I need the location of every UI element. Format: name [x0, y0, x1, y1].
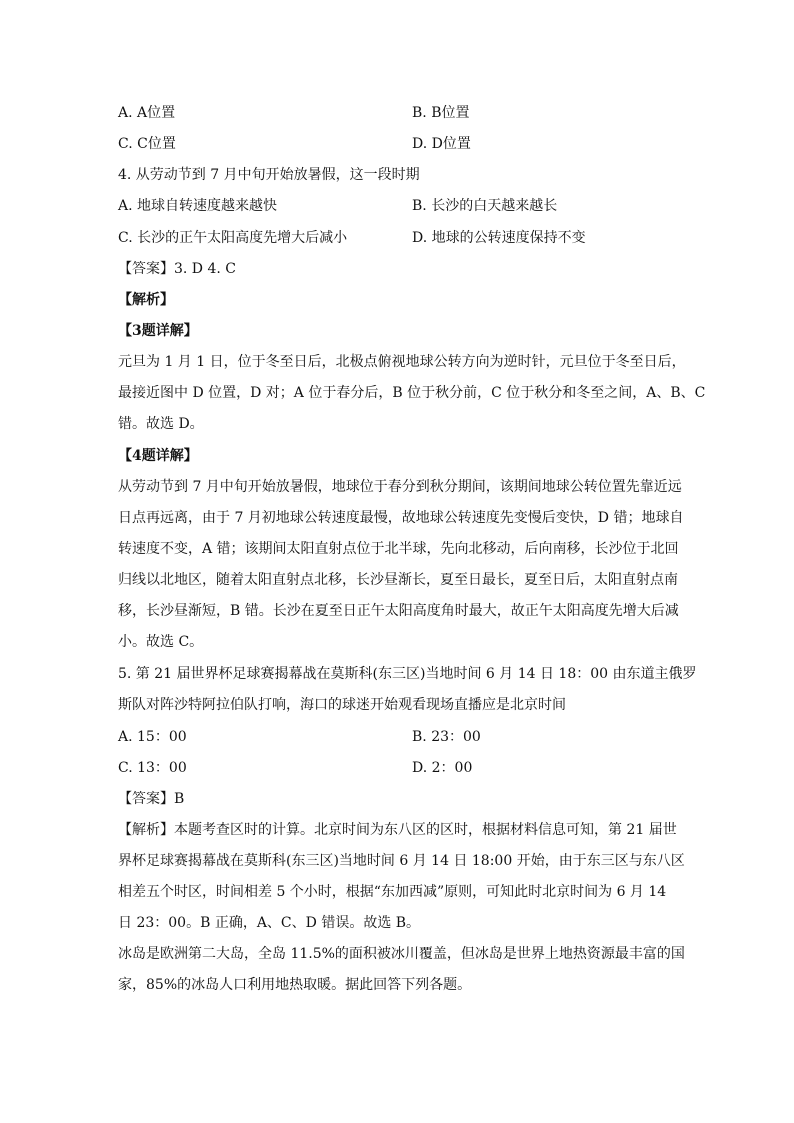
detail-4-text — [118, 472, 684, 658]
detail-4-label: 【4题详解】 — [118, 448, 198, 464]
q5-option-d: D. 2：00 — [412, 760, 473, 776]
detail-3-label: 【3题详解】 — [118, 323, 198, 339]
detail-3-line: 错。故选 D。 — [118, 416, 204, 432]
q5-options-row-1 — [118, 727, 678, 747]
q5-answer: 【答案】B — [118, 791, 185, 807]
q5-option-b: B. 23：00 — [412, 729, 481, 745]
q5-options-row-2 — [118, 758, 678, 778]
q5-option-c: C. 13：00 — [118, 760, 187, 776]
detail-3-line: 最接近图中 D 位置，D 对；A 位于春分后，B 位于秋分前，C 位于秋分和冬至之间，A、B、C — [118, 385, 706, 401]
analysis-label: 【解析】 — [118, 292, 174, 308]
detail-3-line: 元旦为 1 月 1 日，位于冬至日后，北极点俯视地球公转方向为逆时针，元旦位于冬至日后， — [118, 354, 686, 370]
q3-option-a: A. A位置 — [118, 105, 176, 121]
detail-4-line: 转速度不变，A 错；该期间太阳直射点位于北半球，先向北移动，后向南移，长沙位于北回 — [118, 541, 679, 557]
q5-stem — [118, 659, 697, 721]
q5-stem-line: 5. 第 21 届世界杯足球赛揭幕战在莫斯科(东三区)当地时间 6 月 14 日 18：00 由东道主俄罗 — [118, 666, 697, 682]
q4-option-c: C. 长沙的正午太阳高度先增大后减小 — [118, 230, 348, 246]
q4-option-d: D. 地球的公转速度保持不变 — [412, 230, 586, 246]
detail-4-line: 小。故选 C。 — [118, 634, 204, 650]
q5-analysis — [118, 815, 685, 939]
q4-option-b: B. 长沙的白天越来越长 — [412, 198, 558, 214]
detail-3-text — [118, 347, 706, 440]
q5-stem-line: 斯队对阵沙特阿拉伯队打响，海口的球迷开始观看现场直播应是北京时间 — [118, 697, 566, 713]
q3-option-d: D. D位置 — [412, 136, 471, 152]
q5-analysis-line: 界杯足球赛揭幕战在莫斯科(东三区)当地时间 6 月 14 日 18:00 开始，由于东三区与东八区 — [118, 853, 685, 869]
q4-option-a: A. 地球自转速度越来越快 — [118, 198, 278, 214]
q5-analysis-line: 日 23：00。B 正确，A、C、D 错误。故选 B。 — [118, 915, 421, 931]
detail-4-line: 移，长沙昼渐短，B 错。长沙在夏至日正午太阳高度角时最大，故正午太阳高度先增大后减 — [118, 603, 679, 619]
q3-options-row-1 — [118, 103, 678, 123]
iceland-line: 冰岛是欧洲第二大岛，全岛 11.5%的面积被冰川覆盖，但冰岛是世界上地热资源最丰富的国 — [118, 946, 685, 962]
q4-options-row-1 — [118, 196, 678, 216]
answer-3-4: 【答案】3. D 4. C — [118, 261, 237, 277]
q5-analysis-line: 相差五个时区，时间相差 5 个小时，根据“东加西减”原则，可知此时北京时间为 6 月 14 — [118, 884, 667, 900]
q5-analysis-line: 【解析】本题考查区时的计算。北京时间为东八区的区时，根据材料信息可知，第 21 届世 — [118, 822, 677, 838]
q3-options-row-2 — [118, 134, 678, 154]
q5-option-a: A. 15：00 — [118, 729, 187, 745]
iceland-passage — [118, 939, 685, 1001]
q4-options-row-2 — [118, 228, 678, 248]
q3-option-c: C. C位置 — [118, 136, 176, 152]
detail-4-line: 从劳动节到 7 月中旬开始放暑假，地球位于春分到秋分期间，该期间地球公转位置先靠近远 — [118, 479, 682, 495]
detail-4-line: 日点再远离，由于 7 月初地球公转速度最慢，故地球公转速度先变慢后变快，D 错；地球自 — [118, 510, 684, 526]
iceland-line: 家，85%的冰岛人口利用地热取暖。据此回答下列各题。 — [118, 977, 472, 993]
q4-stem: 4. 从劳动节到 7 月中旬开始放暑假，这一段时期 — [118, 167, 420, 183]
detail-4-line: 归线以北地区，随着太阳直射点北移，长沙昼渐长，夏至日最长，夏至日后，太阳直射点南 — [118, 572, 678, 588]
q3-option-b: B. B位置 — [412, 105, 470, 121]
